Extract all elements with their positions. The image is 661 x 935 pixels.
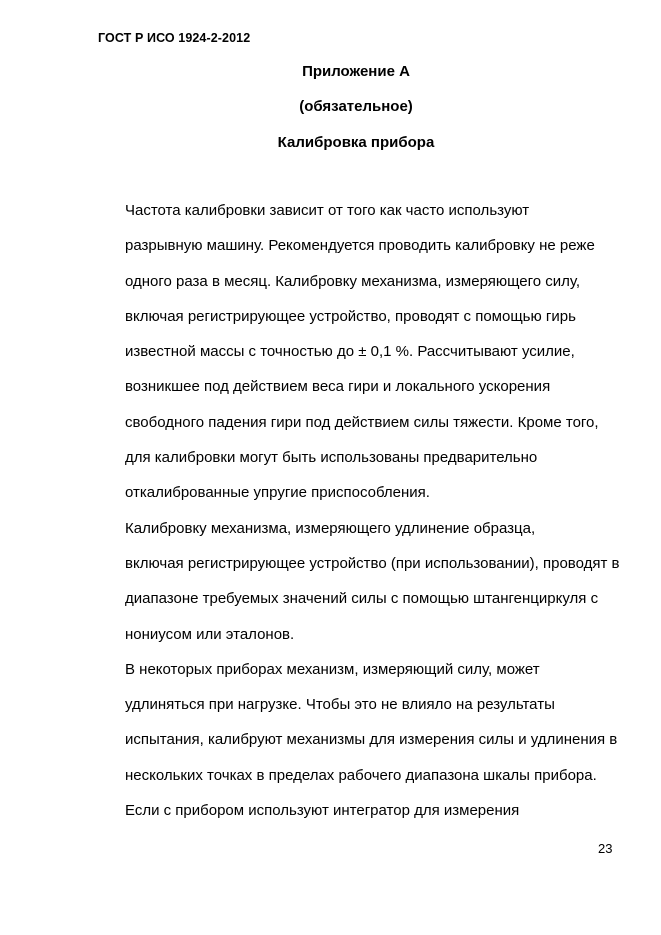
paragraph-elongation-calibration — [94, 511, 620, 652]
text-line: диапазоне требуемых значений силы с помощью штангенциркуля с — [125, 590, 599, 608]
text-line: удлиняться при нагрузке. Чтобы это не влияло на результаты — [125, 696, 555, 714]
paragraph-integrator — [94, 793, 614, 828]
document-body — [94, 193, 620, 828]
text-line: Калибровку механизма, измеряющего удлинение образца, — [125, 519, 536, 537]
text-line: Если с прибором используют интегратор для измерения — [125, 802, 520, 820]
text-line: нескольких точках в пределах рабочего диапазона шкалы прибора. — [125, 766, 597, 784]
text-line: для калибровки могут быть использованы предварительно — [125, 449, 538, 467]
paragraph-load-elongation — [94, 652, 618, 793]
appendix-title: Приложение А — [302, 63, 410, 80]
text-line: Частота калибровки зависит от того как часто используют — [125, 202, 530, 219]
text-line: свободного падения гири под действием силы тяжести. Кроме того, — [125, 413, 599, 431]
text-line: включая регистрирующее устройство (при использовании), проводят в — [125, 554, 620, 572]
text-line: нониусом или эталонов. — [125, 625, 295, 643]
text-line: возникшее под действием веса гири и локального ускорения — [125, 378, 551, 396]
appendix-status: (обязательное) — [299, 98, 413, 115]
paragraph-calibration-frequency — [94, 193, 614, 511]
text-line: включая регистрирующее устройство, проводят с помощью гирь — [125, 307, 576, 325]
appendix-subject: Калибровка прибора — [277, 134, 435, 151]
text-line: известной массы с точностью до ± 0,1 %. Рассчитывают усилие, — [125, 343, 575, 361]
page-number: 23 — [598, 841, 613, 856]
document-header: ГОСТ Р ИСО 1924-2-2012 — [98, 31, 251, 45]
text-line: испытания, калибруют механизмы для измерения силы и удлинения в — [125, 731, 618, 749]
text-line: одного раза в месяц. Калибровку механизма, измеряющего силу, — [125, 272, 581, 290]
text-line: разрывную машину. Рекомендуется проводить калибровку не реже — [125, 237, 595, 255]
text-line: В некоторых приборах механизм, измеряющий силу, может — [125, 660, 540, 678]
text-line: откалиброванные упругие приспособления. — [125, 484, 430, 502]
